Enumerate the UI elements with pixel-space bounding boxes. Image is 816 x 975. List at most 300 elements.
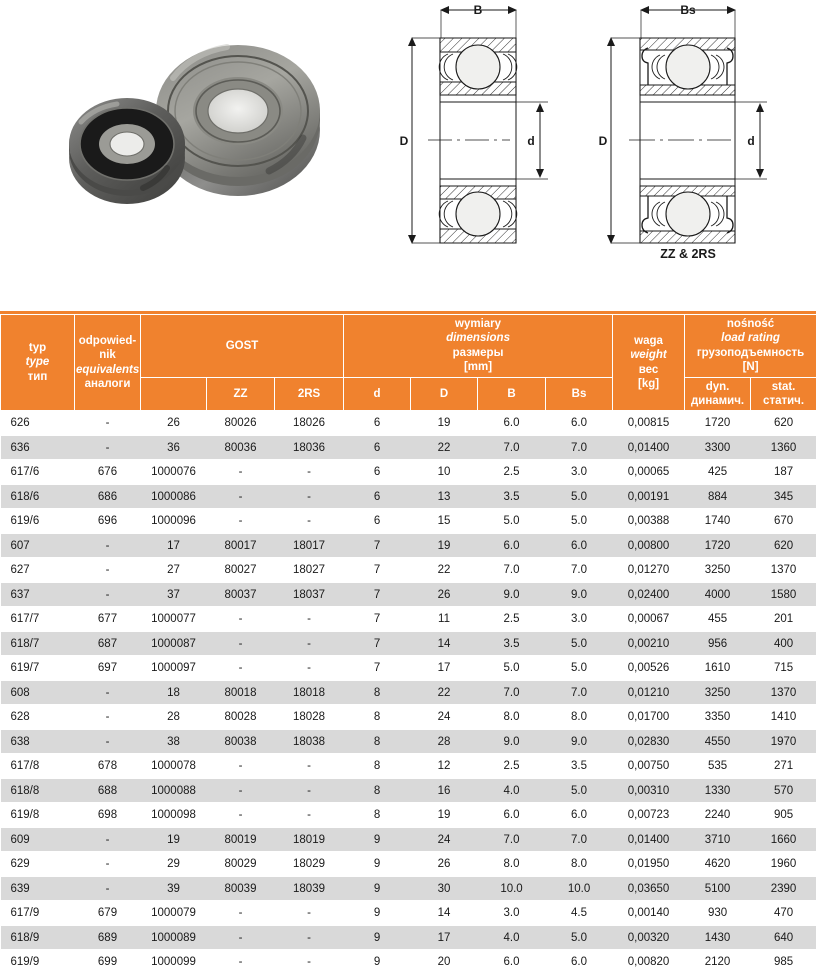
header-load-stat-en: stat.: [752, 380, 815, 394]
cell-load-dyn: 930: [685, 901, 751, 926]
cell-gost: 39: [141, 876, 207, 901]
cell-dim-Bs: 5.0: [546, 631, 613, 656]
header-type-en: type: [2, 355, 73, 369]
cell-dim-Bs: 3.5: [546, 754, 613, 779]
table-row: [1, 607, 816, 632]
cell-gost-2rs: -: [275, 631, 344, 656]
cell-load-dyn: 3350: [685, 705, 751, 730]
cell-dim-B: 7.0: [478, 827, 546, 852]
cell-gost-zz: 80027: [207, 558, 275, 583]
header-type-pl: typ: [2, 341, 73, 355]
header-equivalents-en: equivalents: [76, 363, 139, 377]
cell-dim-d: 8: [344, 705, 411, 730]
cell-load-stat: 620: [751, 533, 816, 558]
cell-dim-Bs: 5.0: [546, 656, 613, 681]
cell-load-stat: 1370: [751, 558, 816, 583]
cell-weight: 0,01700: [613, 705, 685, 730]
table-row: [1, 460, 816, 485]
cell-equivalent: 686: [75, 484, 141, 509]
cell-dim-d: 6: [344, 460, 411, 485]
table-body: [1, 411, 816, 975]
cell-dim-d: 6: [344, 509, 411, 534]
sealed-bearing-cross-section: [595, 0, 816, 280]
cell-dim-Bs: 7.0: [546, 558, 613, 583]
header-load-unit: [N]: [686, 360, 815, 374]
table-row: [1, 901, 816, 926]
header-dimensions-pl: wymiary: [345, 317, 611, 331]
cell-load-stat: 1360: [751, 435, 816, 460]
cell-gost: 29: [141, 852, 207, 877]
cell-dim-B: 5.0: [478, 656, 546, 681]
cell-load-stat: 620: [751, 411, 816, 436]
cell-weight: 0,01210: [613, 680, 685, 705]
header-load-stat: [751, 377, 816, 411]
cell-gost-2rs: -: [275, 460, 344, 485]
cell-equivalent: -: [75, 435, 141, 460]
cell-load-stat: 570: [751, 778, 816, 803]
cell-type: 629: [1, 852, 75, 877]
table-row: [1, 754, 816, 779]
table-row: [1, 484, 816, 509]
cell-dim-Bs: 5.0: [546, 925, 613, 950]
cell-dim-D: 22: [411, 435, 478, 460]
cell-gost-2rs: -: [275, 754, 344, 779]
cell-equivalent: -: [75, 827, 141, 852]
cell-weight: 0,01400: [613, 827, 685, 852]
cell-gost-zz: -: [207, 925, 275, 950]
cell-gost-2rs: 18017: [275, 533, 344, 558]
cell-equivalent: 678: [75, 754, 141, 779]
cell-dim-Bs: 6.0: [546, 803, 613, 828]
cell-dim-Bs: 7.0: [546, 680, 613, 705]
cell-equivalent: -: [75, 705, 141, 730]
cell-load-dyn: 425: [685, 460, 751, 485]
cell-type: 619/6: [1, 509, 75, 534]
cell-dim-B: 6.0: [478, 803, 546, 828]
table-row: [1, 411, 816, 436]
cell-dim-Bs: 9.0: [546, 729, 613, 754]
cell-dim-d: 8: [344, 680, 411, 705]
cell-dim-B: 6.0: [478, 533, 546, 558]
cell-dim-d: 7: [344, 558, 411, 583]
cell-gost-zz: -: [207, 460, 275, 485]
cell-gost: 1000097: [141, 656, 207, 681]
cell-equivalent: -: [75, 533, 141, 558]
cell-weight: 0,00065: [613, 460, 685, 485]
cell-gost-2rs: 18039: [275, 876, 344, 901]
cell-type: 627: [1, 558, 75, 583]
cell-equivalent: 677: [75, 607, 141, 632]
cell-dim-d: 6: [344, 435, 411, 460]
cell-dim-B: 8.0: [478, 705, 546, 730]
cell-gost: 37: [141, 582, 207, 607]
cell-load-stat: 1580: [751, 582, 816, 607]
cell-gost-zz: -: [207, 656, 275, 681]
cell-gost: 19: [141, 827, 207, 852]
header-equivalents-ru: аналоги: [76, 377, 139, 391]
cell-dim-D: 20: [411, 950, 478, 975]
cell-gost-zz: 80038: [207, 729, 275, 754]
cell-type: 639: [1, 876, 75, 901]
dimension-label-d: d: [747, 134, 754, 148]
cell-gost-2rs: 18037: [275, 582, 344, 607]
cell-gost-2rs: 18036: [275, 435, 344, 460]
header-dim-B: B: [478, 377, 546, 411]
cell-load-dyn: 1740: [685, 509, 751, 534]
cell-gost-2rs: -: [275, 901, 344, 926]
cell-gost-zz: 80037: [207, 582, 275, 607]
cell-dim-d: 8: [344, 729, 411, 754]
cell-dim-B: 3.0: [478, 901, 546, 926]
cell-dim-D: 19: [411, 411, 478, 436]
cell-dim-Bs: 5.0: [546, 484, 613, 509]
cell-gost: 27: [141, 558, 207, 583]
cell-gost-2rs: -: [275, 484, 344, 509]
header-weight: [613, 315, 685, 411]
cell-dim-d: 6: [344, 411, 411, 436]
table-row: [1, 950, 816, 975]
cell-type: 607: [1, 533, 75, 558]
cell-gost: 1000087: [141, 631, 207, 656]
header-load-dyn-en: dyn.: [686, 380, 749, 394]
cell-load-dyn: 2240: [685, 803, 751, 828]
cell-equivalent: 689: [75, 925, 141, 950]
cell-dim-D: 11: [411, 607, 478, 632]
cell-type: 626: [1, 411, 75, 436]
table-row: [1, 680, 816, 705]
cell-equivalent: 699: [75, 950, 141, 975]
cell-dim-d: 7: [344, 656, 411, 681]
cell-gost: 1000099: [141, 950, 207, 975]
header-load-rating-group: [685, 315, 816, 378]
cell-weight: 0,00750: [613, 754, 685, 779]
cell-dim-D: 22: [411, 558, 478, 583]
cell-load-dyn: 3250: [685, 558, 751, 583]
cell-gost-zz: -: [207, 901, 275, 926]
header-dimensions-en: dimensions: [345, 331, 611, 345]
cell-weight: 0,00526: [613, 656, 685, 681]
table-row: [1, 827, 816, 852]
header-equivalents-pl: odpowied-: [76, 334, 139, 348]
cell-dim-D: 12: [411, 754, 478, 779]
header-gost-zz: ZZ: [207, 377, 275, 411]
cell-dim-Bs: 3.0: [546, 607, 613, 632]
cell-gost: 1000089: [141, 925, 207, 950]
cell-type: 619/8: [1, 803, 75, 828]
cell-gost-zz: -: [207, 631, 275, 656]
cell-dim-D: 26: [411, 852, 478, 877]
cell-load-stat: 1370: [751, 680, 816, 705]
cell-dim-D: 19: [411, 533, 478, 558]
cell-gost-zz: -: [207, 607, 275, 632]
cell-gost-2rs: -: [275, 778, 344, 803]
cell-dim-D: 24: [411, 705, 478, 730]
cell-gost-2rs: 18038: [275, 729, 344, 754]
cell-dim-B: 8.0: [478, 852, 546, 877]
cell-dim-B: 7.0: [478, 558, 546, 583]
table-row: [1, 533, 816, 558]
cell-type: 608: [1, 680, 75, 705]
cell-weight: 0,00320: [613, 925, 685, 950]
cell-weight: 0,00723: [613, 803, 685, 828]
cell-load-stat: 905: [751, 803, 816, 828]
cell-dim-B: 2.5: [478, 754, 546, 779]
table-row: [1, 435, 816, 460]
cell-gost-zz: -: [207, 484, 275, 509]
cell-load-dyn: 3250: [685, 680, 751, 705]
header-load-pl: nośność: [686, 317, 815, 331]
cell-load-dyn: 1610: [685, 656, 751, 681]
ball-bearings-photo: [55, 18, 355, 223]
cell-load-dyn: 4000: [685, 582, 751, 607]
cell-gost-zz: 80029: [207, 852, 275, 877]
cell-dim-d: 9: [344, 901, 411, 926]
cell-dim-Bs: 7.0: [546, 435, 613, 460]
cell-type: 618/7: [1, 631, 75, 656]
cell-gost-2rs: 18027: [275, 558, 344, 583]
cell-gost-2rs: -: [275, 925, 344, 950]
cell-equivalent: -: [75, 680, 141, 705]
table-header-row-top: [1, 315, 816, 378]
cell-dim-B: 9.0: [478, 582, 546, 607]
cell-dim-d: 7: [344, 631, 411, 656]
cell-dim-D: 24: [411, 827, 478, 852]
cell-dim-B: 10.0: [478, 876, 546, 901]
cell-type: 628: [1, 705, 75, 730]
header-dimensions-ru: размеры: [345, 346, 611, 360]
cell-dim-d: 9: [344, 925, 411, 950]
header-weight-unit: [kg]: [614, 377, 683, 391]
cell-load-stat: 985: [751, 950, 816, 975]
cell-dim-Bs: 7.0: [546, 827, 613, 852]
cell-load-dyn: 2120: [685, 950, 751, 975]
table-row: [1, 876, 816, 901]
cell-dim-D: 13: [411, 484, 478, 509]
cell-load-dyn: 3710: [685, 827, 751, 852]
cell-weight: 0,00815: [613, 411, 685, 436]
cell-load-dyn: 455: [685, 607, 751, 632]
table-row: [1, 656, 816, 681]
cell-dim-B: 4.0: [478, 778, 546, 803]
cell-gost-zz: 80036: [207, 435, 275, 460]
cell-weight: 0,01270: [613, 558, 685, 583]
cell-gost-zz: 80017: [207, 533, 275, 558]
illustration-band: [0, 0, 816, 300]
header-type-ru: тип: [2, 370, 73, 384]
cell-weight: 0,00800: [613, 533, 685, 558]
cell-gost-2rs: 18028: [275, 705, 344, 730]
cell-gost: 1000088: [141, 778, 207, 803]
cell-load-dyn: 535: [685, 754, 751, 779]
cell-gost-zz: 80019: [207, 827, 275, 852]
cell-dim-B: 7.0: [478, 680, 546, 705]
cell-dim-Bs: 5.0: [546, 778, 613, 803]
cell-load-dyn: 884: [685, 484, 751, 509]
cell-gost: 1000086: [141, 484, 207, 509]
header-weight-ru: вес: [614, 363, 683, 377]
cell-load-stat: 187: [751, 460, 816, 485]
cell-load-stat: 400: [751, 631, 816, 656]
cell-load-stat: 1660: [751, 827, 816, 852]
cell-equivalent: 697: [75, 656, 141, 681]
header-load-dyn: [685, 377, 751, 411]
cell-load-dyn: 1330: [685, 778, 751, 803]
cell-dim-Bs: 6.0: [546, 533, 613, 558]
table-row: [1, 705, 816, 730]
cell-equivalent: -: [75, 558, 141, 583]
cell-gost-zz: 80026: [207, 411, 275, 436]
cell-load-stat: 1410: [751, 705, 816, 730]
table-row: [1, 778, 816, 803]
cell-dim-B: 3.5: [478, 484, 546, 509]
cell-gost-2rs: -: [275, 509, 344, 534]
cell-equivalent: -: [75, 729, 141, 754]
cell-weight: 0,01400: [613, 435, 685, 460]
header-weight-pl: waga: [614, 334, 683, 348]
table-row: [1, 582, 816, 607]
cell-dim-B: 3.5: [478, 631, 546, 656]
cell-gost-2rs: -: [275, 950, 344, 975]
header-dim-Bs: Bs: [546, 377, 613, 411]
cell-gost: 36: [141, 435, 207, 460]
cell-equivalent: 679: [75, 901, 141, 926]
cell-gost-zz: -: [207, 803, 275, 828]
header-dimensions-group: [344, 315, 613, 378]
dimension-label-d: d: [527, 134, 534, 148]
cell-equivalent: 687: [75, 631, 141, 656]
header-equivalents: [75, 315, 141, 411]
cell-gost-zz: -: [207, 754, 275, 779]
cell-dim-Bs: 6.0: [546, 950, 613, 975]
cell-gost-zz: 80039: [207, 876, 275, 901]
cell-dim-Bs: 5.0: [546, 509, 613, 534]
open-bearing-cross-section: [398, 0, 603, 270]
cell-gost: 18: [141, 680, 207, 705]
cell-load-dyn: 5100: [685, 876, 751, 901]
cell-dim-d: 7: [344, 607, 411, 632]
cell-gost-2rs: 18019: [275, 827, 344, 852]
cell-gost-2rs: 18026: [275, 411, 344, 436]
cell-weight: 0,00820: [613, 950, 685, 975]
cell-dim-Bs: 8.0: [546, 705, 613, 730]
cell-dim-Bs: 10.0: [546, 876, 613, 901]
cell-load-stat: 201: [751, 607, 816, 632]
header-gost-plain: [141, 377, 207, 411]
cell-weight: 0,00388: [613, 509, 685, 534]
cell-dim-d: 8: [344, 803, 411, 828]
header-load-en: load rating: [686, 331, 815, 345]
cell-gost-2rs: -: [275, 803, 344, 828]
bearing-specification-table: [0, 311, 816, 975]
cell-dim-D: 26: [411, 582, 478, 607]
table-row: [1, 729, 816, 754]
cell-load-dyn: 956: [685, 631, 751, 656]
dimension-label-D: D: [400, 134, 409, 148]
cell-gost: 1000096: [141, 509, 207, 534]
cell-equivalent: 676: [75, 460, 141, 485]
cell-type: 617/8: [1, 754, 75, 779]
cell-load-dyn: 1720: [685, 533, 751, 558]
cell-gost: 38: [141, 729, 207, 754]
cell-dim-B: 2.5: [478, 460, 546, 485]
cell-load-dyn: 4550: [685, 729, 751, 754]
cell-type: 636: [1, 435, 75, 460]
cell-load-dyn: 4620: [685, 852, 751, 877]
header-load-stat-ru: статич.: [752, 394, 815, 408]
cell-dim-d: 8: [344, 778, 411, 803]
cell-dim-D: 28: [411, 729, 478, 754]
header-load-ru: грузоподъемность: [686, 346, 815, 360]
cell-load-stat: 715: [751, 656, 816, 681]
cell-equivalent: 698: [75, 803, 141, 828]
header-type: [1, 315, 75, 411]
cell-dim-Bs: 3.0: [546, 460, 613, 485]
cell-load-stat: 2390: [751, 876, 816, 901]
cell-weight: 0,00140: [613, 901, 685, 926]
cell-gost-2rs: -: [275, 656, 344, 681]
header-load-dyn-ru: динамич.: [686, 394, 749, 408]
cell-type: 617/6: [1, 460, 75, 485]
header-dimensions-unit: [mm]: [345, 360, 611, 374]
cell-type: 619/9: [1, 950, 75, 975]
cell-type: 637: [1, 582, 75, 607]
header-gost-2rs: 2RS: [275, 377, 344, 411]
cell-dim-D: 17: [411, 656, 478, 681]
cell-weight: 0,03650: [613, 876, 685, 901]
cell-dim-d: 9: [344, 827, 411, 852]
cell-dim-D: 22: [411, 680, 478, 705]
table-row: [1, 803, 816, 828]
cell-load-stat: 345: [751, 484, 816, 509]
cell-type: 609: [1, 827, 75, 852]
cell-type: 638: [1, 729, 75, 754]
cell-gost: 1000078: [141, 754, 207, 779]
cell-type: 618/9: [1, 925, 75, 950]
cell-load-stat: 1960: [751, 852, 816, 877]
cell-dim-D: 14: [411, 901, 478, 926]
cell-dim-d: 9: [344, 876, 411, 901]
dimension-label-Bs: Bs: [680, 3, 696, 17]
header-weight-en: weight: [614, 348, 683, 362]
table-row: [1, 925, 816, 950]
cell-weight: 0,00191: [613, 484, 685, 509]
cell-equivalent: 688: [75, 778, 141, 803]
cell-dim-D: 15: [411, 509, 478, 534]
cell-dim-D: 17: [411, 925, 478, 950]
cell-dim-B: 6.0: [478, 950, 546, 975]
cell-dim-D: 19: [411, 803, 478, 828]
cell-dim-B: 9.0: [478, 729, 546, 754]
cell-equivalent: 696: [75, 509, 141, 534]
table-row: [1, 852, 816, 877]
cell-dim-B: 5.0: [478, 509, 546, 534]
cell-dim-d: 9: [344, 852, 411, 877]
cell-dim-B: 4.0: [478, 925, 546, 950]
table-row: [1, 631, 816, 656]
dimension-label-D: D: [599, 134, 608, 148]
cell-weight: 0,02400: [613, 582, 685, 607]
header-gost-group: GOST: [141, 315, 344, 378]
cell-gost-2rs: 18018: [275, 680, 344, 705]
cell-dim-D: 14: [411, 631, 478, 656]
cell-load-stat: 271: [751, 754, 816, 779]
cell-gost-zz: -: [207, 509, 275, 534]
cell-equivalent: -: [75, 582, 141, 607]
cell-type: 617/9: [1, 901, 75, 926]
cell-gost-zz: 80018: [207, 680, 275, 705]
cell-dim-B: 7.0: [478, 435, 546, 460]
cell-gost-zz: -: [207, 778, 275, 803]
